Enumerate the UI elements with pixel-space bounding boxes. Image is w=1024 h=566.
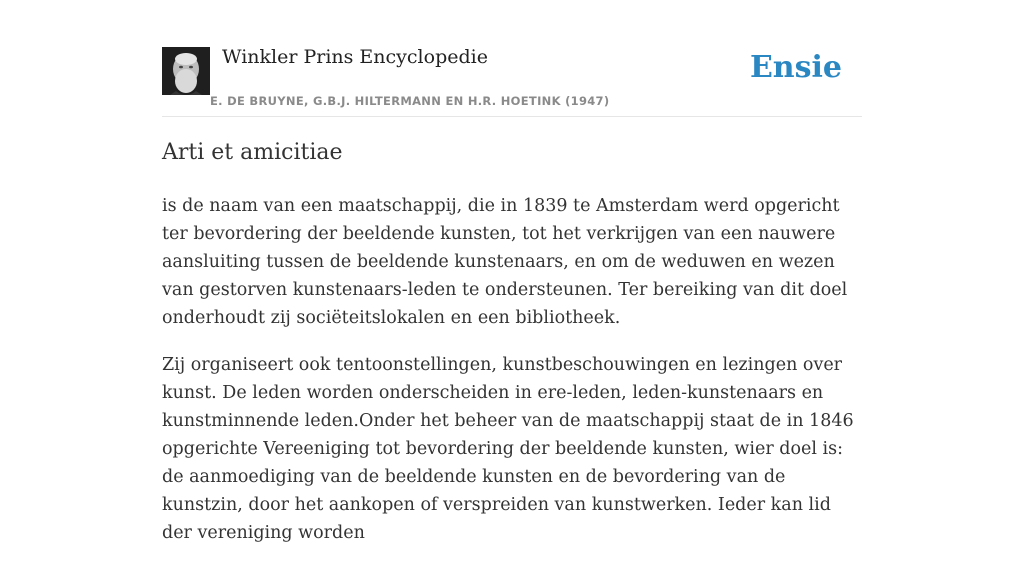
header: [162, 0, 862, 117]
author-avatar: [162, 47, 210, 95]
portrait-image: [162, 47, 210, 95]
authors-line: E. DE BRUYNE, G.B.J. HILTERMANN EN H.R. HOETINK (1947): [210, 94, 610, 108]
source-title[interactable]: Winkler Prins Encyclopedie: [222, 46, 488, 68]
body-paragraph: Zij organiseert ook tentoonstellingen, kunstbeschouwingen en lezingen over kunst. De leden worden onderscheiden in ere-leden, leden-kunstenaars en kunstminnende leden.Onder het beheer van de maatschappij staat de in 1846 opgerichte Vereeniging tot bevordering der beeldende kunsten, wier doel is: de aanmoediging van de beeldende kunsten en de bevordering van de kunstzin, door het aankopen of verspreiden van kunstwerken. Ieder kan lid der vereniging worden: [162, 355, 854, 543]
entry-body: [162, 192, 862, 566]
entry-title: Arti et amicitiae: [162, 140, 343, 165]
brand-logo[interactable]: Ensie: [749, 50, 842, 85]
body-paragraph: is de naam van een maatschappij, die in 1839 te Amsterdam werd opgericht ter bevordering der beeldende kunsten, tot het verkrijgen van een nauwere aansluiting tussen de beeldende kunstenaars, en om de weduwen en wezen van gestorven kunstenaars-leden te ondersteunen. Ter bereiking van dit doel onderhoudt zij sociëteitslokalen en een bibliotheek.: [162, 196, 848, 328]
content-container: [162, 0, 862, 543]
